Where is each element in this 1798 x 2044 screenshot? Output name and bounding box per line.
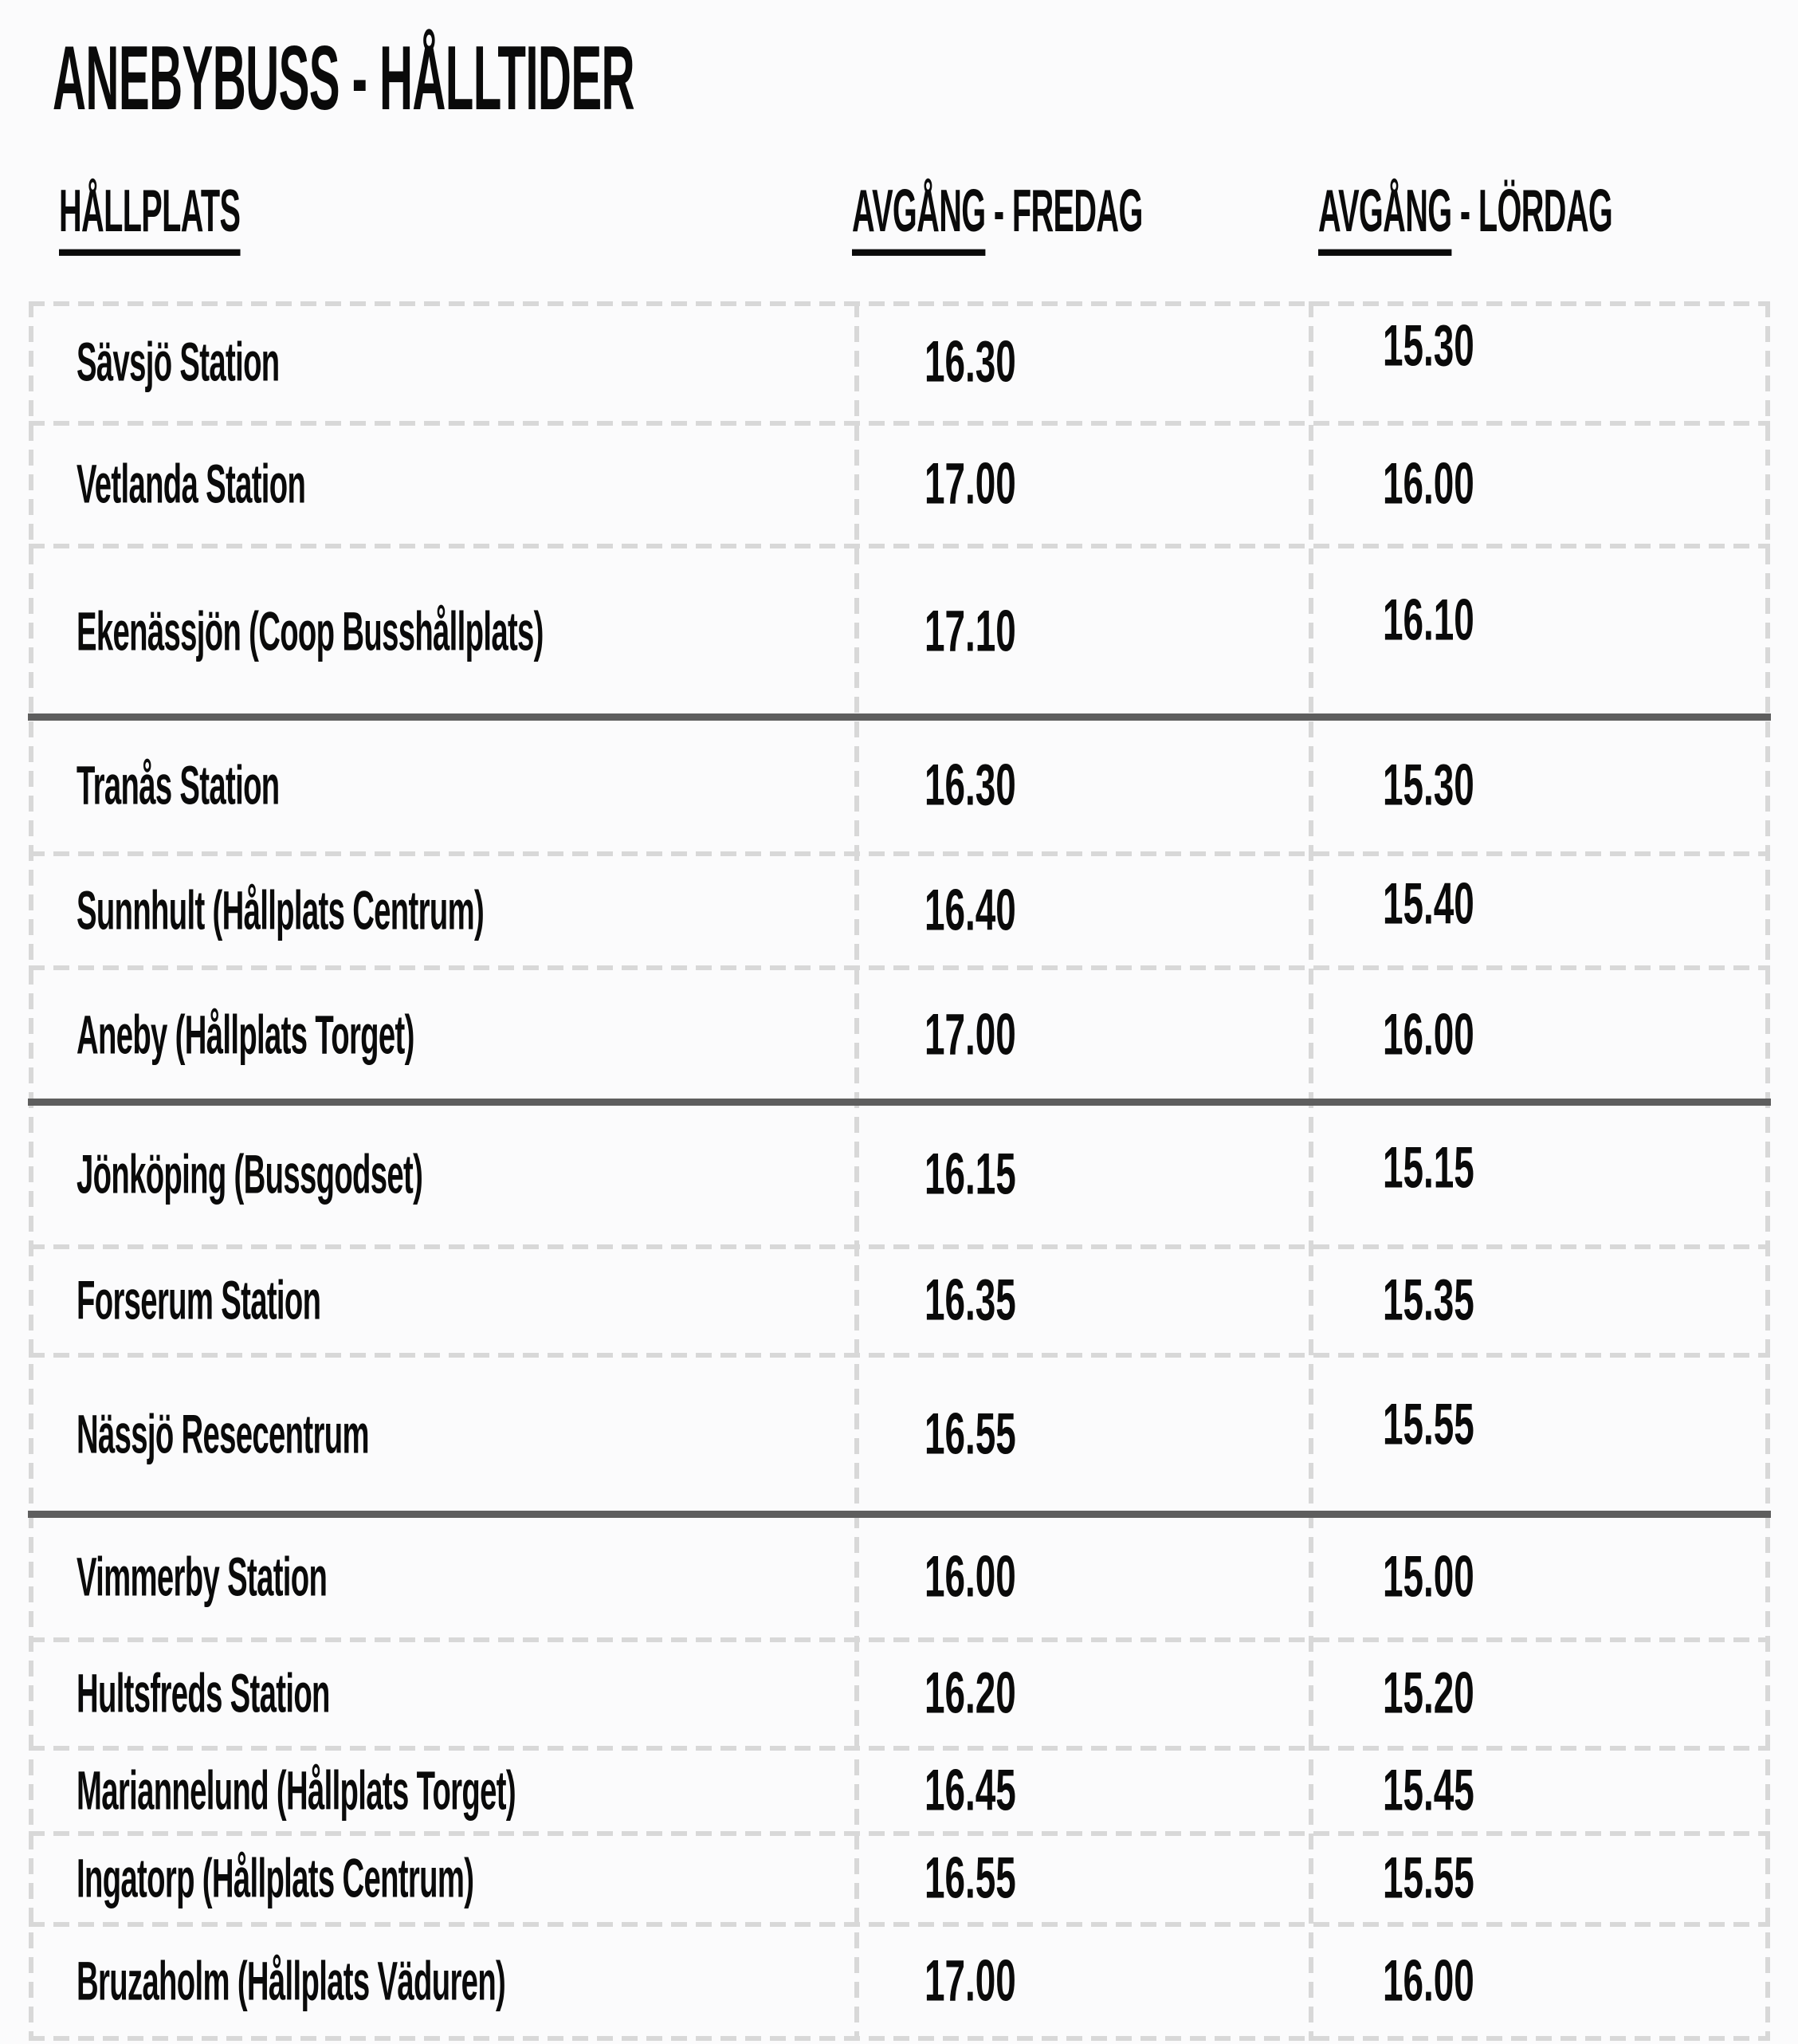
- stop-name: Bruzaholm (Hållplats Väduren): [77, 1950, 506, 2012]
- lordag-label: - LÖRDAG: [1451, 176, 1613, 245]
- fredag-time: 16.15: [925, 1142, 1016, 1207]
- table-row: [29, 1924, 1770, 2038]
- stop-name: Vimmerby Station: [77, 1546, 328, 1608]
- stop-name: Vetlanda Station: [77, 454, 306, 515]
- lordag-time: 15.45: [1383, 1758, 1474, 1823]
- table-row: [29, 1103, 1770, 1247]
- hallplats-label: HÅLLPLATS: [59, 177, 240, 256]
- table-bottom-border: [29, 2036, 1770, 2041]
- table-row: [29, 423, 1770, 546]
- lordag-time: 16.00: [1383, 451, 1474, 517]
- stop-name: Sävsjö Station: [77, 331, 280, 393]
- table-row: [29, 1247, 1770, 1355]
- page-title: [53, 26, 1023, 129]
- table-row: [29, 1834, 1770, 1924]
- table-row: [29, 1748, 1770, 1834]
- stop-name: Ekenässjön (Coop Busshållplats): [77, 600, 544, 662]
- table-row: [29, 1515, 1770, 1640]
- fredag-time: 16.35: [925, 1268, 1016, 1334]
- lordag-time: 15.55: [1383, 1392, 1474, 1458]
- page-title-text: ANEBYBUSS - HÅLLTIDER: [53, 26, 634, 129]
- fredag-time: 17.00: [925, 1948, 1016, 2014]
- stop-name: Hultsfreds Station: [77, 1663, 330, 1724]
- avgang-label: AVGÅNG: [852, 177, 985, 256]
- table-row: [29, 968, 1770, 1103]
- stop-name: Forserum Station: [77, 1270, 321, 1331]
- lordag-time: 15.15: [1383, 1135, 1474, 1201]
- lordag-time: 15.00: [1383, 1544, 1474, 1610]
- lordag-time: 15.30: [1383, 313, 1474, 379]
- timetable: [29, 301, 1770, 2041]
- stop-name: Nässjö Resecentrum: [77, 1404, 369, 1465]
- fredag-label: - FREDAG: [985, 176, 1143, 245]
- stop-name: Mariannelund (Hållplats Torget): [77, 1759, 516, 1822]
- fredag-time: 16.20: [925, 1661, 1016, 1727]
- stop-name: Ingatorp (Hållplats Centrum): [77, 1848, 474, 1909]
- column-header-avgang-lordag: [1318, 176, 1792, 254]
- fredag-time: 17.00: [925, 1002, 1016, 1067]
- lordag-time: 15.55: [1383, 1845, 1474, 1912]
- fredag-time: 16.45: [925, 1758, 1016, 1823]
- lordag-time: 15.40: [1383, 871, 1474, 937]
- lordag-time: 16.00: [1383, 1002, 1474, 1067]
- avgang-label: AVGÅNG: [1318, 177, 1451, 256]
- stop-name: Tranås Station: [77, 754, 280, 816]
- lordag-time: 16.00: [1383, 1948, 1474, 2014]
- table-row: [29, 1640, 1770, 1748]
- table-row: [29, 546, 1770, 717]
- lordag-time: 15.20: [1383, 1661, 1474, 1727]
- fredag-time: 16.55: [925, 1401, 1016, 1468]
- column-header-hallplats: [59, 176, 351, 254]
- stop-name: Aneby (Hållplats Torget): [77, 1004, 414, 1066]
- column-header-avgang-fredag: [852, 176, 1321, 254]
- table-row: [29, 1355, 1770, 1515]
- fredag-time: 16.40: [925, 878, 1016, 943]
- fredag-time: 17.00: [925, 451, 1016, 517]
- table-row: [29, 717, 1770, 854]
- fredag-time: 16.30: [925, 329, 1016, 395]
- stop-name: Sunnhult (Hållplats Centrum): [77, 879, 485, 941]
- lordag-time: 15.35: [1383, 1268, 1474, 1334]
- table-row: [29, 854, 1770, 968]
- lordag-time: 16.10: [1383, 588, 1474, 653]
- fredag-time: 17.10: [925, 599, 1016, 664]
- fredag-time: 16.30: [925, 753, 1016, 818]
- fredag-time: 16.00: [925, 1544, 1016, 1610]
- lordag-time: 15.30: [1383, 753, 1474, 818]
- fredag-time: 16.55: [925, 1845, 1016, 1912]
- table-row: [29, 301, 1770, 423]
- stop-name: Jönköping (Bussgodset): [77, 1143, 423, 1205]
